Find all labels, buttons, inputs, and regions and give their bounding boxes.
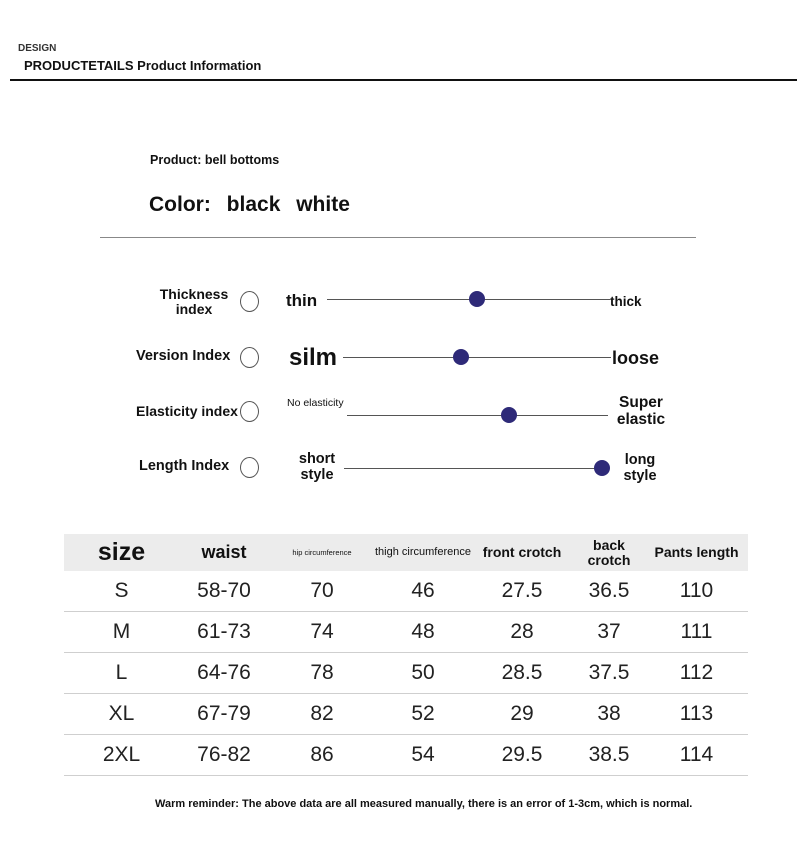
- table-cell: 50: [375, 653, 471, 694]
- scale-left-label: silm: [289, 344, 338, 371]
- table-cell: 36.5: [573, 571, 645, 612]
- table-cell: 37.5: [573, 653, 645, 694]
- table-row: [64, 694, 748, 735]
- scale-marker: [453, 349, 469, 365]
- table-header: size: [64, 534, 179, 571]
- table-row: [64, 612, 748, 653]
- table-cell: 38: [573, 694, 645, 735]
- table-cell: 28.5: [471, 653, 573, 694]
- product-colors: [149, 193, 350, 217]
- table-header: front crotch: [471, 534, 573, 571]
- table-cell: 29: [471, 694, 573, 735]
- table-header: back crotch: [573, 534, 645, 571]
- table-cell: 29.5: [471, 735, 573, 776]
- scale-track: [343, 357, 611, 358]
- warm-reminder-note: Warm reminder: The above data are all measured manually, there is an error of 1-3cm, which is normal.: [155, 798, 693, 810]
- table-cell: L: [64, 653, 179, 694]
- index-label: Version Index: [136, 348, 231, 364]
- table-header: Pants length: [645, 534, 748, 571]
- section-divider: [100, 237, 696, 238]
- table-cell: 58-70: [179, 571, 269, 612]
- table-cell: 112: [645, 653, 748, 694]
- circle-icon: [240, 401, 259, 422]
- page-title: PRODUCTETAILS Product Information: [24, 58, 262, 73]
- table-cell: 67-79: [179, 694, 269, 735]
- table-cell: 78: [269, 653, 375, 694]
- index-label: Thickness index: [159, 286, 229, 317]
- table-cell: 54: [375, 735, 471, 776]
- index-label: Elasticity index: [136, 403, 238, 419]
- table-cell: 114: [645, 735, 748, 776]
- table-cell: 37: [573, 612, 645, 653]
- table-cell: S: [64, 571, 179, 612]
- table-cell: 74: [269, 612, 375, 653]
- table-cell: 48: [375, 612, 471, 653]
- table-cell: 52: [375, 694, 471, 735]
- scale-right-label: long style: [623, 452, 657, 484]
- scale-left-label: short style: [298, 451, 336, 483]
- color-label: Color:: [149, 193, 211, 216]
- table-cell: 113: [645, 694, 748, 735]
- table-cell: 38.5: [573, 735, 645, 776]
- section-label: DESIGN: [18, 43, 57, 54]
- scale-track: [347, 415, 608, 416]
- table-row: [64, 735, 748, 776]
- table-cell: M: [64, 612, 179, 653]
- table-cell: 76-82: [179, 735, 269, 776]
- color-option: white: [296, 193, 350, 216]
- table-cell: 61-73: [179, 612, 269, 653]
- color-option: black: [226, 193, 281, 216]
- table-cell: 110: [645, 571, 748, 612]
- circle-icon: [240, 291, 259, 312]
- table-header: waist: [179, 534, 269, 571]
- table-cell: 2XL: [64, 735, 179, 776]
- table-header: thigh circumference: [375, 534, 471, 571]
- table-cell: 82: [269, 694, 375, 735]
- table-cell: 111: [645, 612, 748, 653]
- table-header-row: [64, 534, 748, 571]
- circle-icon: [240, 347, 259, 368]
- scale-marker: [469, 291, 485, 307]
- circle-icon: [240, 457, 259, 478]
- table-cell: 70: [269, 571, 375, 612]
- scale-right-label: Super elastic: [616, 394, 666, 428]
- scale-right-label: thick: [610, 294, 642, 309]
- index-label: Length Index: [139, 458, 230, 474]
- table-cell: XL: [64, 694, 179, 735]
- size-table: [64, 534, 748, 776]
- table-cell: 27.5: [471, 571, 573, 612]
- table-header: hip circumference: [269, 534, 375, 571]
- scale-track: [344, 468, 607, 469]
- table-cell: 86: [269, 735, 375, 776]
- header-divider: [10, 79, 797, 81]
- table-row: [64, 571, 748, 612]
- product-name: Product: bell bottoms: [150, 153, 280, 167]
- table-cell: 28: [471, 612, 573, 653]
- scale-right-label: loose: [612, 348, 660, 368]
- scale-marker: [501, 407, 517, 423]
- scale-marker: [594, 460, 610, 476]
- scale-left-label: No elasticity: [287, 397, 344, 409]
- table-row: [64, 653, 748, 694]
- table-cell: 64-76: [179, 653, 269, 694]
- scale-left-label: thin: [286, 291, 318, 310]
- table-cell: 46: [375, 571, 471, 612]
